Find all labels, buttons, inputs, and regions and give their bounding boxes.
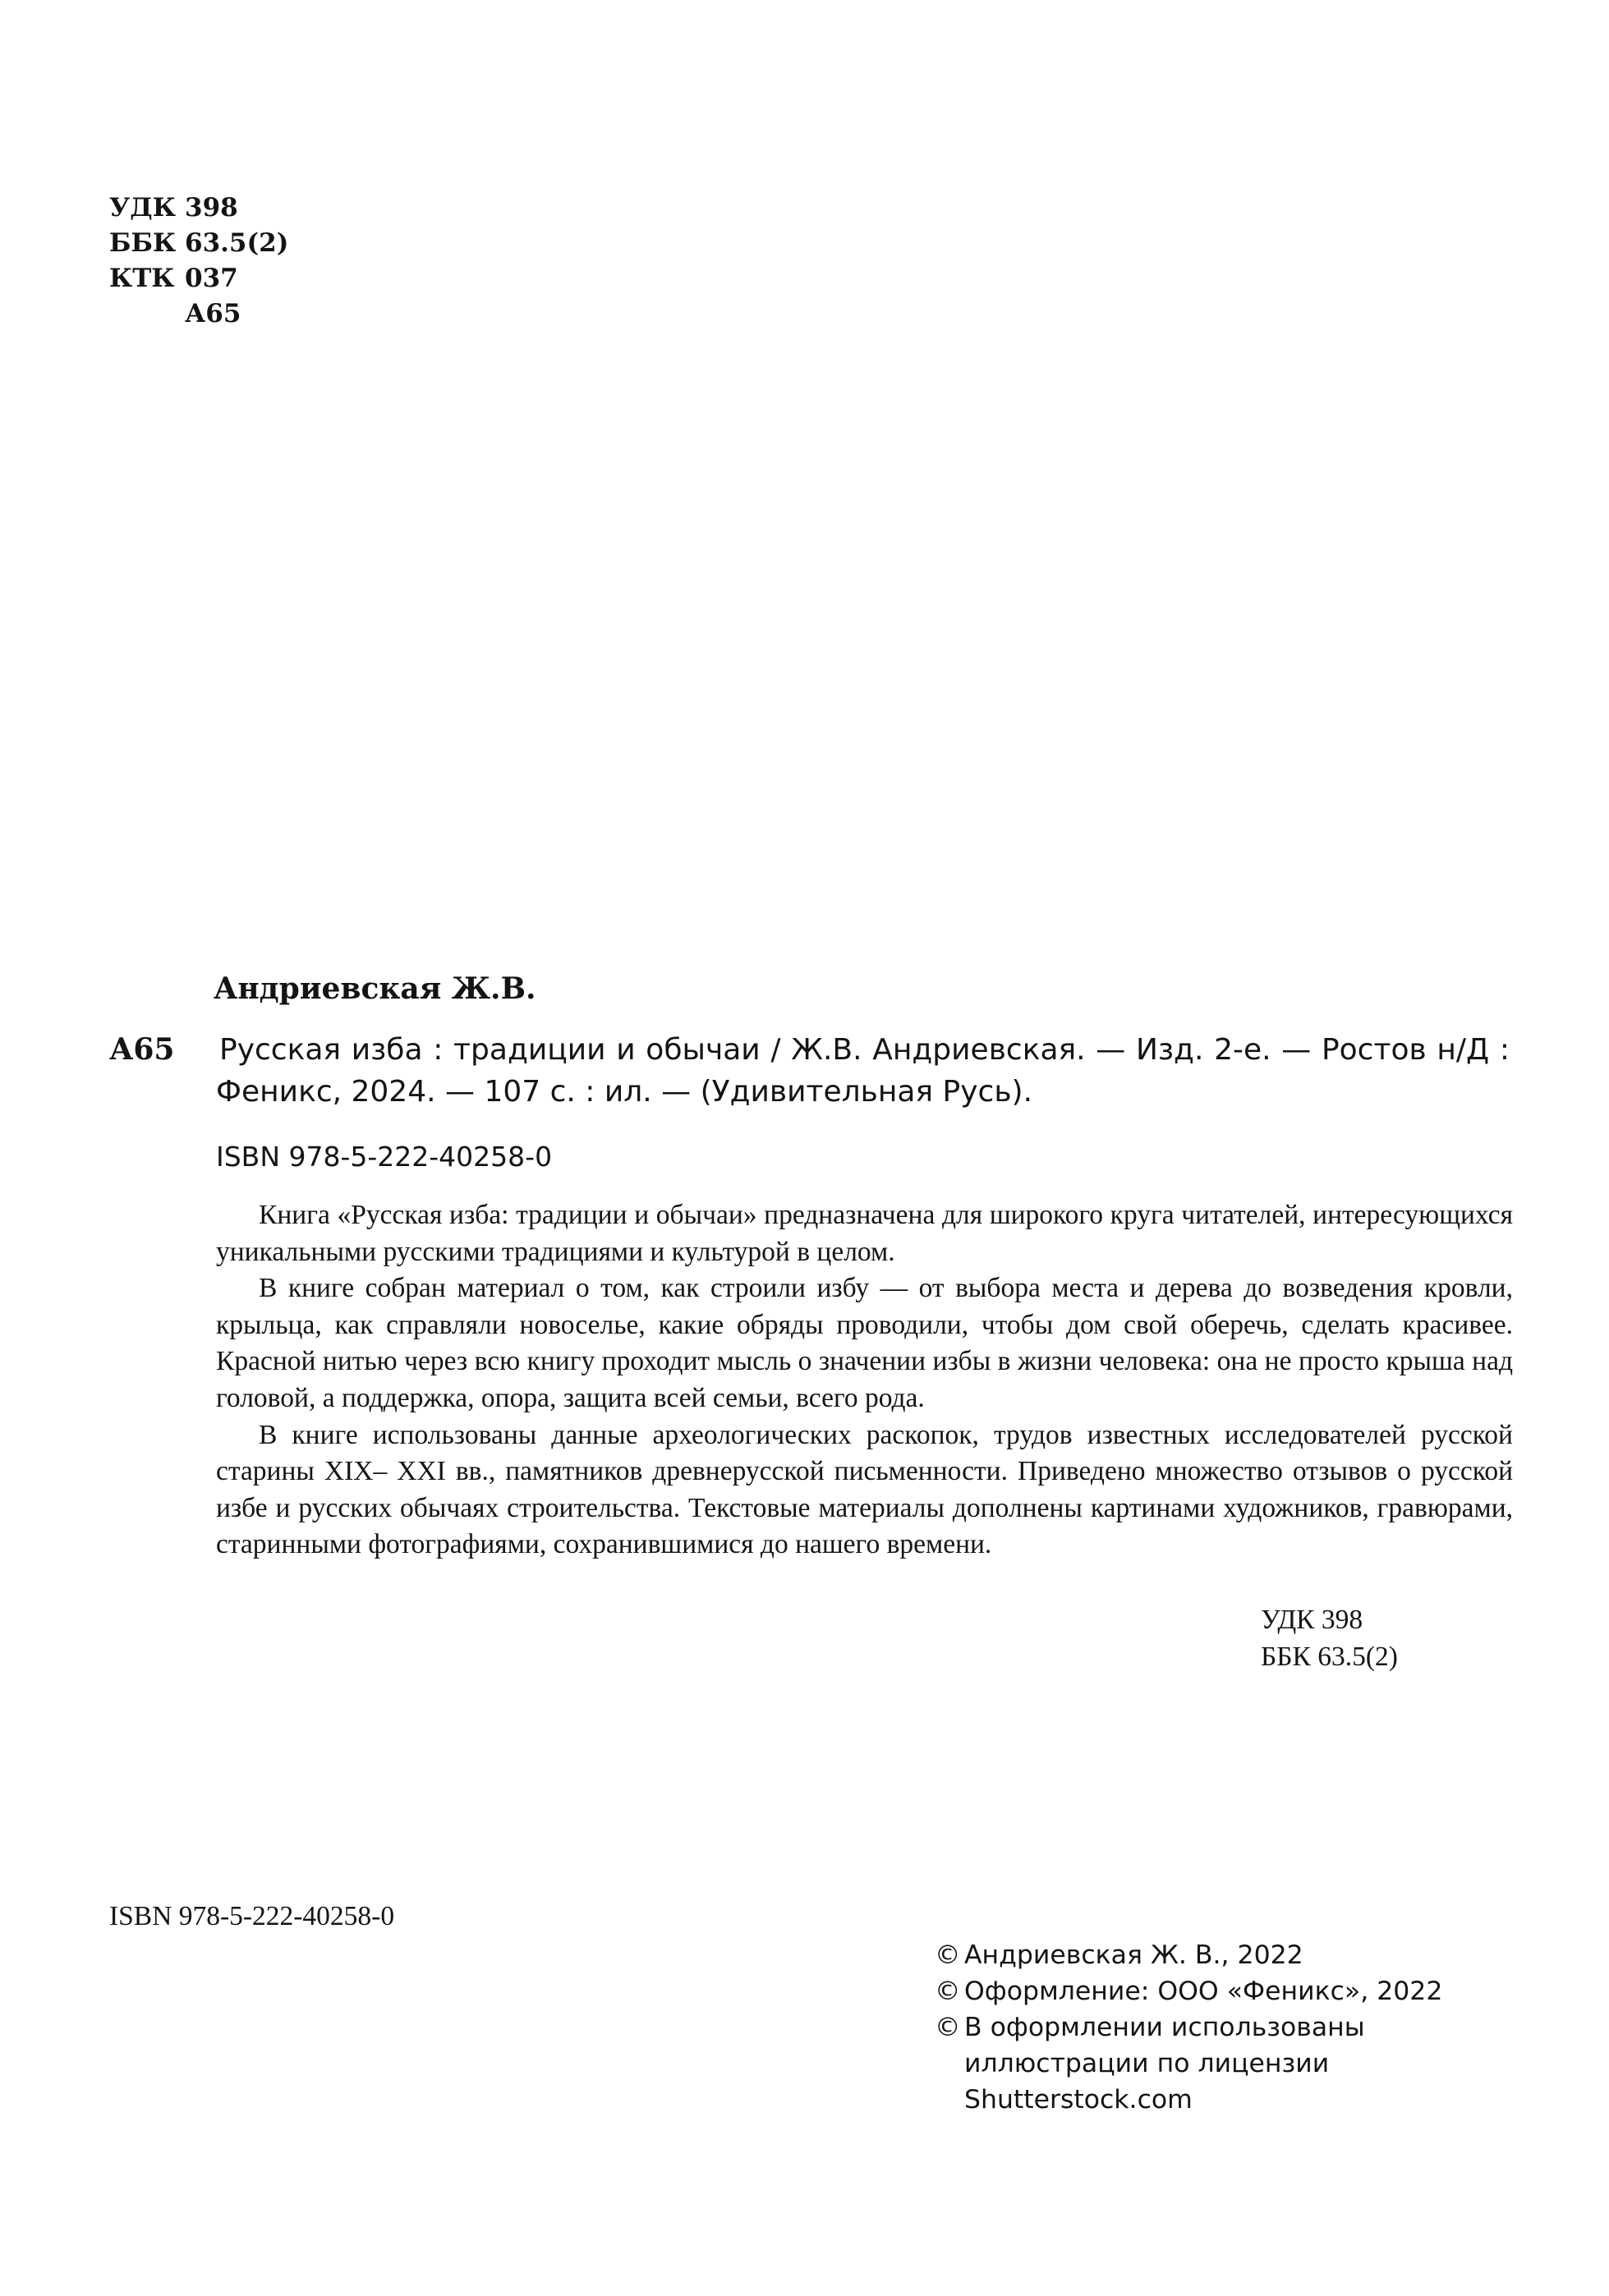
copyright-line [935,1973,1442,2009]
copyright-text: Shutterstock.com [964,2085,1193,2115]
classification-value: 63.5(2) [185,228,289,258]
annotation-paragraph: В книге собран материал о том, как строили избу — от выбора места и дерева до возведения кровли, крыльца, как справляли новоселье, какие обряды проводили, чтобы дом свой оберечь, сделать красивее. Красной нитью через всю книгу проходит мысль о значении избы в жизни человека: она не просто крыша над головой, а поддержка, опора, защита всей семьи, всего рода. [216,1273,1513,1413]
classification-row-ktk [109,261,288,296]
annotation-paragraph: В книге использованы данные археологических раскопок, трудов известных исследователей русской старины XIX– XXI вв., памятников древнерусской письменности. Приведено множество отзывов о русской избе и русских обычаях строительства. Текстовые материалы дополнены картинами художников, гравюрами, старинными фотографиями, сохранившимися до нашего времени. [216,1419,1513,1560]
copyright-text: иллюстрации по лицензии [964,2049,1330,2078]
copyright-symbol: © [935,1940,961,1970]
classification-row-bbk [109,226,288,261]
bibliographic-isbn: ISBN 978-5-222-40258-0 [216,1141,553,1173]
copyright-text: В оформлении использованы [964,2013,1365,2042]
copyright-line [935,1937,1442,1973]
classification-code: ББК [109,228,177,258]
classification-value: 398 [185,193,238,223]
copyright-symbol: © [935,2013,961,2042]
classification-row-udk [109,191,288,226]
copyright-text: Оформление: ООО «Феникс», 2022 [964,1977,1443,2006]
bibliographic-description: Русская изба : традиции и обычаи / Ж.В. Андриевская. — Изд. 2-е. — Ростов н/Д : Феникс, 2024. — 107 с. : ил. — (Удивительная Русь). [216,1033,1510,1109]
annotation-paragraph: Книга «Русская изба: традиции и обычаи» предназначена для широкого круга читателей, интересующихся уникальными русскими традициями и культурой в целом. [216,1200,1513,1267]
classification-code: КТК [109,264,175,293]
classification-author-mark [109,296,288,332]
copyright-text: Андриевская Ж. В., 2022 [964,1940,1303,1970]
copyright-line [935,2009,1442,2118]
index-code-bbk: ББК 63.5(2) [1261,1642,1398,1672]
copyright-block [935,1937,1442,2118]
author-mark: А65 [185,299,241,328]
index-code-udk: УДК 398 [1261,1605,1363,1635]
classification-block [109,191,288,332]
copyright-symbol: © [935,1977,961,2006]
classification-value: 037 [185,264,238,293]
index-codes [1261,1601,1398,1675]
bibliographic-author-mark: А65 [109,1032,175,1067]
annotation [216,1197,1513,1564]
classification-code: УДК [109,193,176,223]
author-heading: Андриевская Ж.В. [214,971,536,1006]
footer-isbn: ISBN 978-5-222-40258-0 [109,1901,395,1931]
